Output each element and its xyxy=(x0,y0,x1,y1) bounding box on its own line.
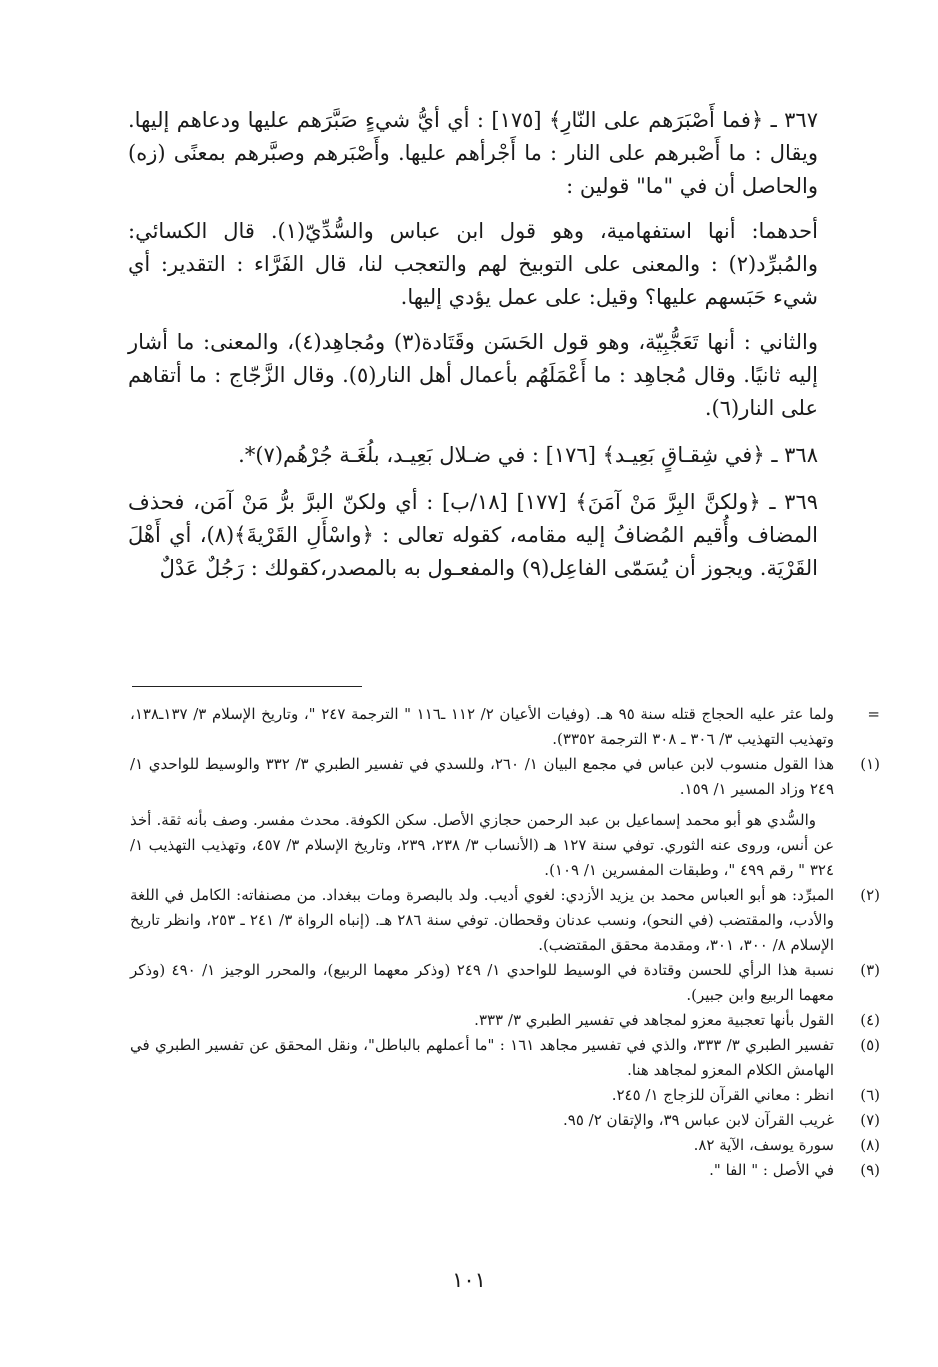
footnote-8 xyxy=(130,1133,880,1158)
footnote-text: والسُّدي هو أبو محمد إسماعيل بن عبد الرحمن حجازي الأصل. سكن الكوفة. محدث مفسر. وصف بأنه ثقة. أخذ عن أنس، وروى عنه الثوري. توفي سنة ١٢٧ هـ (الأنساب ٣/ ٢٣٨، ٢٣٩، وتاريخ الإسلام ٣/ ٤٥٧، وتهذيب التهذيب ١/ ٣٢٤ " رقم ٤٩٩ "، وطبقات المفسرين ١/ ١٠٩). xyxy=(130,811,835,879)
footnote-continuation xyxy=(130,702,880,752)
footnote-5 xyxy=(130,1033,880,1083)
footnote-9 xyxy=(130,1158,880,1183)
footnote-marker: = xyxy=(867,705,880,723)
footnote-marker: (٣) xyxy=(860,961,880,979)
main-text xyxy=(128,104,818,585)
footnote-marker: (٢) xyxy=(860,886,880,904)
footnote-text: المبرِّد: هو أبو العباس محمد بن يزيد الأزدي: لغوي أديب. ولد بالبصرة ومات ببغداد. من مصنفاته: الكامل في اللغة والأدب، والمقتضب (في النحو)، ونسب عدنان وقحطان. توفي سنة ٢٨٦ هـ. (إنباه الرواة ٣/ ٢٤١ ـ ٢٥٣، وانظر تاريخ الإسلام ٨/ ٣٠٠، ٣٠١، ومقدمة محقق المقتضب). xyxy=(130,886,835,954)
footnote-7 xyxy=(130,1108,880,1133)
footnote-text: نسبة هذا الرأي للحسن وقتادة في الوسيط للواحدي ١/ ٢٤٩ (وذكر معهما الربيع)، والمحرر الوجيز ١/ ٤٩٠ (وذكر معهما الربيع وابن جبير). xyxy=(130,961,835,1004)
entry-367-paragraph: ٣٦٧ ـ ﴿فما أَصْبَرَهم على النّارِ﴾ [١٧٥] : أي أيُّ شيءٍ صَبَّرَهم عليها ودعاهم إليها. ويقال : ما أَصْبرهم على النار : ما أَجْرأهم عليها. وأَصْبَرهم وصبَّرهم بمعنًى (زه) والحاصل أن في "ما" قولين : xyxy=(128,108,818,198)
footnote-marker: (٩) xyxy=(860,1161,880,1179)
footnote-marker: (٨) xyxy=(860,1136,880,1154)
footnote-text: القول بأنها تعجبية معزو لمجاهد في تفسير الطبري ٣/ ٣٣٣. xyxy=(474,1011,834,1029)
footnote-text: سورة يوسف، الآية ٨٢. xyxy=(693,1136,834,1154)
footnote-marker xyxy=(834,808,880,883)
footnote-text: هذا القول منسوب لابن عباس في مجمع البيان ١/ ٢٦٠، وللسدي في تفسير الطبري ٣/ ٣٣٢ والوسيط للواحدي ١/ ٢٤٩ وزاد المسير ١/ ١٥٩. xyxy=(130,755,834,798)
second-opinion-paragraph: والثاني : أنها تَعَجُّبِيّة، وهو قول الحَسَن وقَتَادة(٣) ومُجاهِد(٤)، والمعنى: ما أشار إليه ثانيًا. وقال مُجاهِد : ما أَعْمَلَهُم بأعمال أهل النار(٥). وقال الزَّجّاج : ما أتقاهم على النار(٦). xyxy=(128,330,819,420)
entry-369-paragraph: ٣٦٩ ـ ﴿ولكنَّ البِرَّ مَنْ آمَنَ﴾ [١٧٧] [١٨/ب] : أي ولكنّ البرَّ برُّ مَنْ آمَن، فحذف المضاف وأُقيم المُضافُ إليه مقامه، كقوله تعالى : ﴿واسْأَلِ القَرْيةَ﴾(٨)، أي أَهْلَ القَرْيَة. ويجوز أن يُسَمّى الفاعِل(٩) والمفعـول به بالمصدر،كقولك : رَجُلٌ عَدْلٌ xyxy=(128,490,819,580)
footnote-text: في الأصل : " الفا ". xyxy=(709,1161,834,1179)
footnote-6 xyxy=(130,1083,880,1108)
entry-368-paragraph: ٣٦٨ ـ ﴿في شِقـاقٍ بَعِيـد﴾ [١٧٦] : في ضـلال بَعِيـد، بلُغَـة جُرْهُم(٧)*. xyxy=(238,443,818,467)
footnote-text: غريب القرآن لابن عباس ٣٩، والإتقان ٢/ ٩٥. xyxy=(562,1111,834,1129)
page-number: ١٠١ xyxy=(452,1268,486,1292)
footnote-4 xyxy=(130,1008,880,1033)
footnote-marker: (١) xyxy=(860,755,880,773)
footnote-separator xyxy=(132,686,362,687)
footnote-1-continued xyxy=(130,808,880,883)
footnotes xyxy=(130,702,880,1183)
footnote-1 xyxy=(130,752,880,802)
footnote-marker: (٥) xyxy=(860,1036,880,1054)
footnote-text: انظر : معاني القرآن للزجاج ١/ ٢٤٥. xyxy=(611,1086,834,1104)
footnote-text: تفسير الطبري ٣/ ٣٣٣، والذي في تفسير مجاهد ١٦١ : "ما أعملهم بالباطل"، ونقل المحقق عن تفسير الطبري في الهامش الكلام المعزو لمجاهد هنا. xyxy=(130,1036,834,1079)
footnote-marker: (٦) xyxy=(860,1086,880,1104)
footnote-text: ولما عثر عليه الحجاج قتله سنة ٩٥ هـ. (وفيات الأعيان ٢/ ١١٢ ـ١١٦ " الترجمة ٢٤٧ "، وتاريخ الإسلام ٣/ ١٣٧ـ١٣٨، وتهذيب التهذيب ٣/ ٣٠٦ ـ ٣٠٨ الترجمة ٣٣٥٢). xyxy=(130,705,834,748)
footnote-3 xyxy=(130,958,880,1008)
footnote-2 xyxy=(130,883,880,958)
first-opinion-paragraph: أحدهما: أنها استفهامية، وهو قول ابن عباس والسُّدِّيّ(١). قال الكسائي: والمُبرِّد(٢) : والمعنى على التوبيخ لهم والتعجب لنا، قال الفَرَّاء : التقدير: أي شيء حَبَسهم عليها؟ وقيل: على عمل يؤدي إليها. xyxy=(128,219,818,309)
footnote-marker: (٤) xyxy=(860,1011,880,1029)
footnote-marker: (٧) xyxy=(860,1111,880,1129)
